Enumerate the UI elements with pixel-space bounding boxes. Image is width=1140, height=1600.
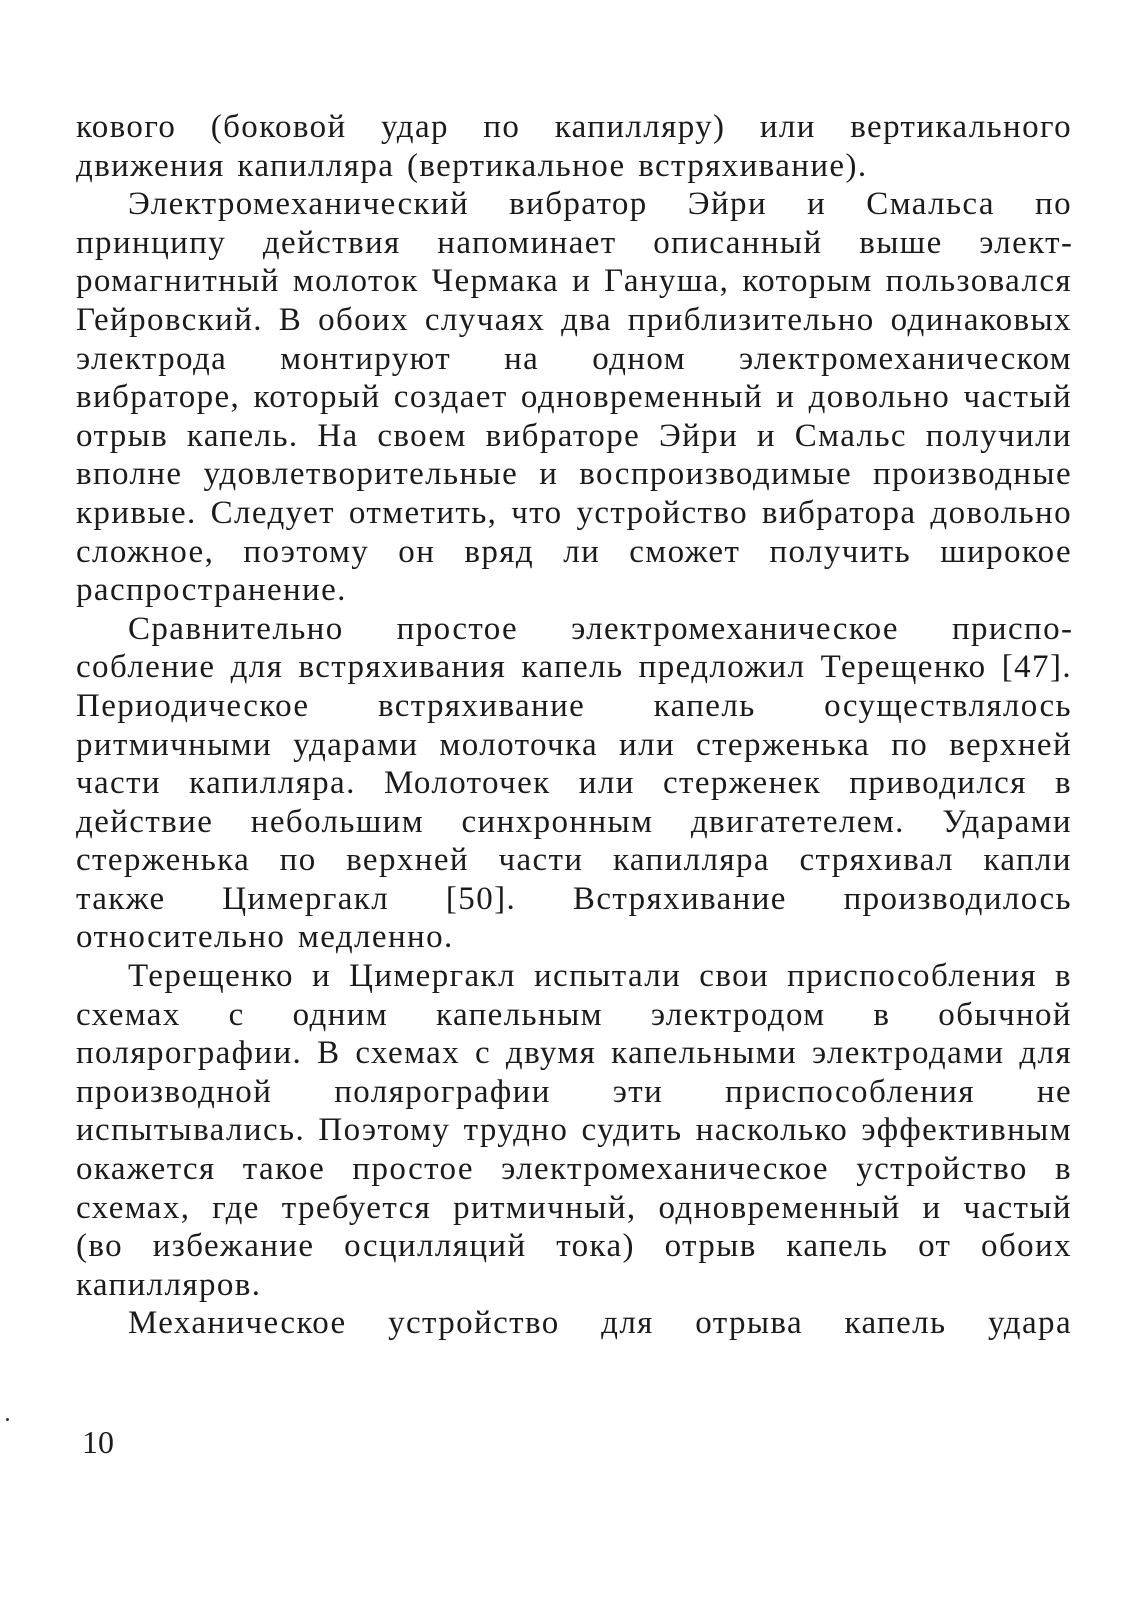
paragraph-tereshchenko-device: Сравнительно простое электромеханическое приспособление для встряхивания капель предложил Терещенко [47]. Периодическое встряхивание капель осуществлялось ритмичными ударами молоточка или стерженька по верхней части капилляра. Молоточек или стерженек приводился в действие небольшим синхронным двигатетелем. Ударами стерженька по верхней части капилляра стряхивал капли также Цимергакл [50]. Встряхивание производилось относительно медленно. — [76, 610, 1072, 956]
scan-speck — [6, 1418, 9, 1421]
paragraph-tests: Терещенко и Цимергакл испытали свои приспособления в схемах с одним капельным электродом в обычной полярографии. В схемах с двумя капельными электродами для производной полярографии эти приспособления не испытывались. Поэтому трудно судить насколько эффективным окажется такое простое электромеханическое устройство в схемах, где требуется ритмичный, одновременный и частый (во избежание осцилляций тока) отрыв капель от обоих капилляров. — [76, 958, 1072, 1303]
paragraph-mechanical-device: Механическое устройство для отрыва капель удара — [128, 1305, 1072, 1342]
paragraph-vibrator: Электромеханический вибратор Эйри и Смальса по принципу действия напоминает описанный выше электромагнитный молоток Чермака и Ганушa, которым пользовался Гейровский. В обоих случаях два приблизительно одинаковых электрода монтируют на одном электромеханическом вибраторе, который создает одновременный и довольно частый отрыв капель. На своем вибраторе Эйри и Смальс получили вполне удовлетворительные и воспроизводимые производные кривые. Следует отметить, что устройство вибратора довольно сложное, поэтому он вряд ли сможет получить широкое распространение. — [76, 186, 1072, 609]
body-text — [76, 108, 1072, 1343]
paragraph-continuation: кового (боковой удар по капилляру) или вертикального движения капилляра (вертикальное встряхивание). — [76, 109, 1072, 184]
page-number: 10 — [82, 1424, 114, 1460]
